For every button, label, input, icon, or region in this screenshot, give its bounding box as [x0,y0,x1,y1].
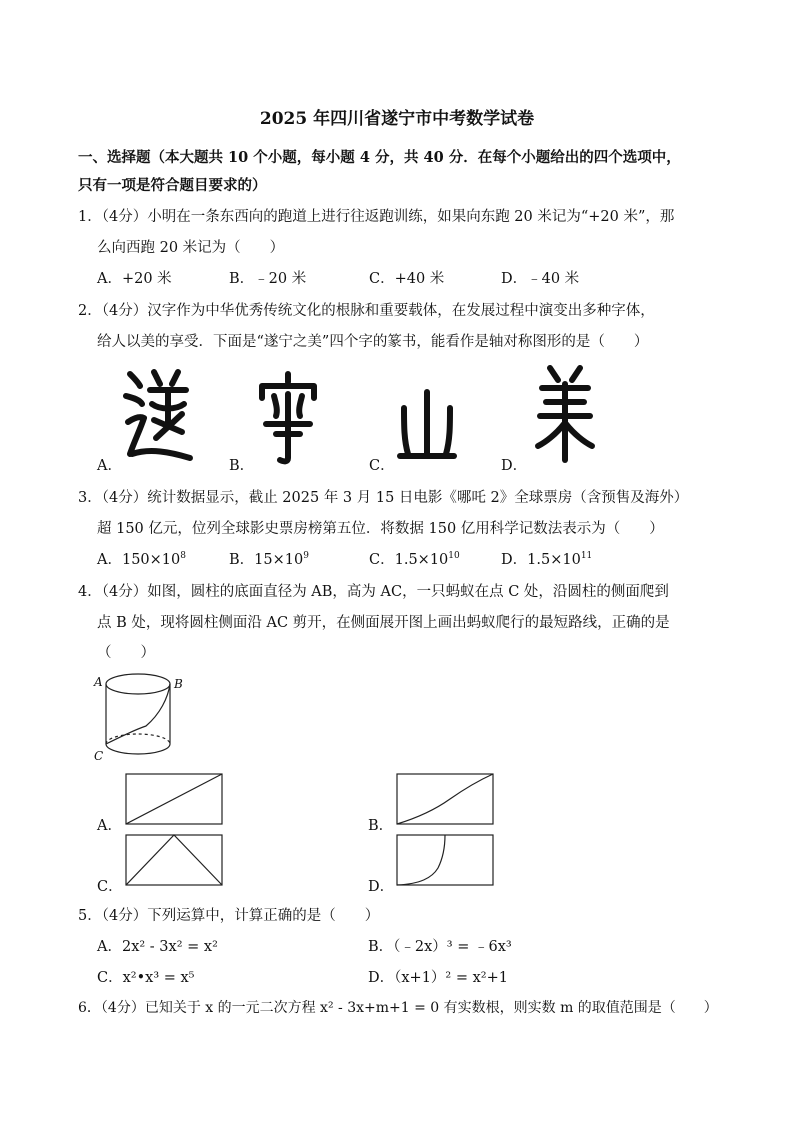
cylinder-figure [88,668,188,768]
point-label-b: B [174,677,183,691]
q1-stem-line1: 1．（4分）小明在一条东西向的跑道上进行往返跑训练，如果向东跑 20 米记为“+20 米”，那 [78,209,675,225]
q4-option-b-diagram[interactable] [396,773,494,825]
option-base: 1.5×10 [527,552,581,568]
section-header-line2: 只有一项是符合题目要求的） [78,177,267,194]
q1-option-b[interactable]: B．﹣20 米 [229,271,307,287]
seal-glyph-zhi [396,390,458,465]
option-label: A． [97,552,122,568]
page-title: 2025 年四川省遂宁市中考数学试卷 [259,109,535,129]
option-label: C． [369,552,395,568]
q4-stem-line1: 4．（4分）如图，圆柱的底面直径为 AB，高为 AC，一只蚂蚁在点 C 处，沿圆柱的侧面爬到 [78,584,669,600]
option-base: 15×10 [254,552,304,568]
q6-stem: 6．（4分）已知关于 x 的一元二次方程 x² - 3x+m+1 = 0 有实数根，则实数 m 的取值范围是（ ） [78,1000,718,1016]
q4-stem-line2: 点 B 处，现将圆柱侧面沿 AC 剪开，在侧面展开图上画出蚂蚁爬行的最短路线，正确的是 [97,615,670,631]
q1-option-c[interactable]: C．+40 米 [369,271,445,287]
q4-option-d[interactable]: D． [368,879,395,895]
seal-glyph-sui [120,368,195,463]
option-label: D． [501,552,528,568]
option-exponent: 9 [303,551,309,561]
q3-stem-line1: 3．（4分）统计数据显示，截止 2025 年 3 月 15 日电影《哪吒 2》全球票房（含预售及海外） [78,490,689,506]
q2-option-d[interactable]: D． [501,458,528,474]
q4-option-d-diagram[interactable] [396,834,494,886]
q5-option-b[interactable]: B．（﹣2x）³ = ﹣6x³ [368,939,512,955]
q2-option-c[interactable]: C． [369,458,395,474]
q3-option-b[interactable] [229,548,309,569]
q2-option-a[interactable]: A． [97,458,122,474]
q4-option-c[interactable]: C． [97,879,123,895]
option-label: B． [229,552,255,568]
q4-option-b[interactable]: B． [368,818,394,834]
q3-stem-line2: 超 150 亿元，位列全球影史票房榜第五位．将数据 150 亿用科学记数法表示为（ ） [97,521,664,537]
q5-option-d[interactable]: D．（x+1）² = x²+1 [368,970,508,986]
section-header-line1: 一、选择题（本大题共 10 个小题，每小题 4 分，共 40 分．在每个小题给出的四个选项中， [78,149,681,166]
option-base: 1.5×10 [394,552,449,568]
q2-stem-line1: 2．（4分）汉字作为中华优秀传统文化的根脉和重要载体，在发展过程中演变出多种字体， [78,303,655,319]
point-label-a: A [94,675,103,689]
seal-glyph-mei [534,364,596,464]
q2-option-b[interactable]: B． [229,458,255,474]
option-base: 150×10 [121,552,181,568]
q5-option-a[interactable]: A．2x² - 3x² = x² [97,939,218,955]
q4-option-c-diagram[interactable] [125,834,223,886]
q2-stem-line2: 给人以美的享受．下面是“遂宁之美”四个字的篆书，能看作是轴对称图形的是（ ） [97,334,649,350]
q5-stem: 5．（4分）下列运算中，计算正确的是（ ） [78,908,380,924]
q4-stem-line3: （ ） [97,645,155,661]
option-exponent: 10 [448,551,460,561]
q1-option-a[interactable]: A．+20 米 [97,271,172,287]
q4-option-a-diagram[interactable] [125,773,223,825]
q4-option-a[interactable]: A． [97,818,122,834]
q3-option-d[interactable] [501,548,592,569]
q3-option-c[interactable] [369,548,460,569]
option-exponent: 11 [580,551,593,561]
option-exponent: 8 [180,551,186,561]
seal-glyph-ning [256,372,320,464]
q5-option-c[interactable]: C．x²•x³ = x⁵ [97,970,195,986]
point-label-c: C [94,749,104,763]
q1-stem-line2: 么向西跑 20 米记为（ ） [97,240,285,256]
q1-option-d[interactable]: D．﹣40 米 [501,271,580,287]
q3-option-a[interactable] [97,548,186,569]
